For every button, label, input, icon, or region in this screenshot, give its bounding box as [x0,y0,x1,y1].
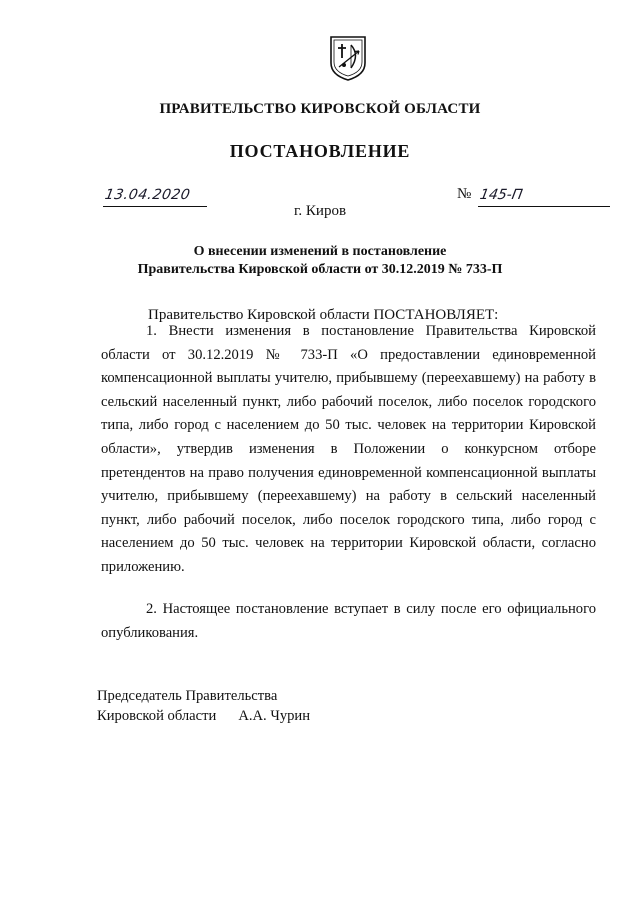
city-label: г. Киров [293,203,347,219]
signer-name: А.А. Чурин [238,708,311,724]
subject-line-2: Правительства Кировской области от 30.12.2019 № 733-П [137,262,503,277]
paragraph-1: 1. Внести изменения в постановление Правительства Кировской области от 30.12.2019 № 733-П «О предоставлении единовременной компенсационной выплаты учителю, прибывшему (переехавшему) на работу в сельский населенный пункт, либо рабочий поселок, либо поселок городского типа, либо город с населением до 50 тыс. человек на территории Кировской области», утвердив изменения в Положении о конкурсном отборе претендентов на право получения единовременной компенсационной выплаты учителю, прибывшему (переехавшему) на работу в сельский населенный пункт, либо рабочий поселок, либо поселок городского типа, либо город с населением до 50 тыс. человек на территории Кировской области, согласно приложению. [101,323,596,575]
document-number: 145-П [478,187,524,203]
subject-line-1: О внесении изменений в постановление [193,244,447,259]
document-subject [0,243,640,279]
paragraph-2: 2. Настоящее постановление вступает в силу после его официального опубликования. [101,601,596,641]
signature-position-line-2: Кировской области [97,708,217,724]
document-number-label: № [457,186,472,202]
signature-position-line-1: Председатель Правительства [97,688,278,704]
organization-title: ПРАВИТЕЛЬСТВО КИРОВСКОЙ ОБЛАСТИ [159,101,481,117]
signature-block [97,706,310,726]
document-type-title: ПОСТАНОВЛЕНИЕ [229,141,411,161]
kirov-region-coat-of-arms-icon [329,35,367,81]
preamble-text: Правительство Кировской области ПОСТАНОВЛЯЕТ: [148,307,499,323]
document-date: 13.04.2020 [103,187,192,203]
